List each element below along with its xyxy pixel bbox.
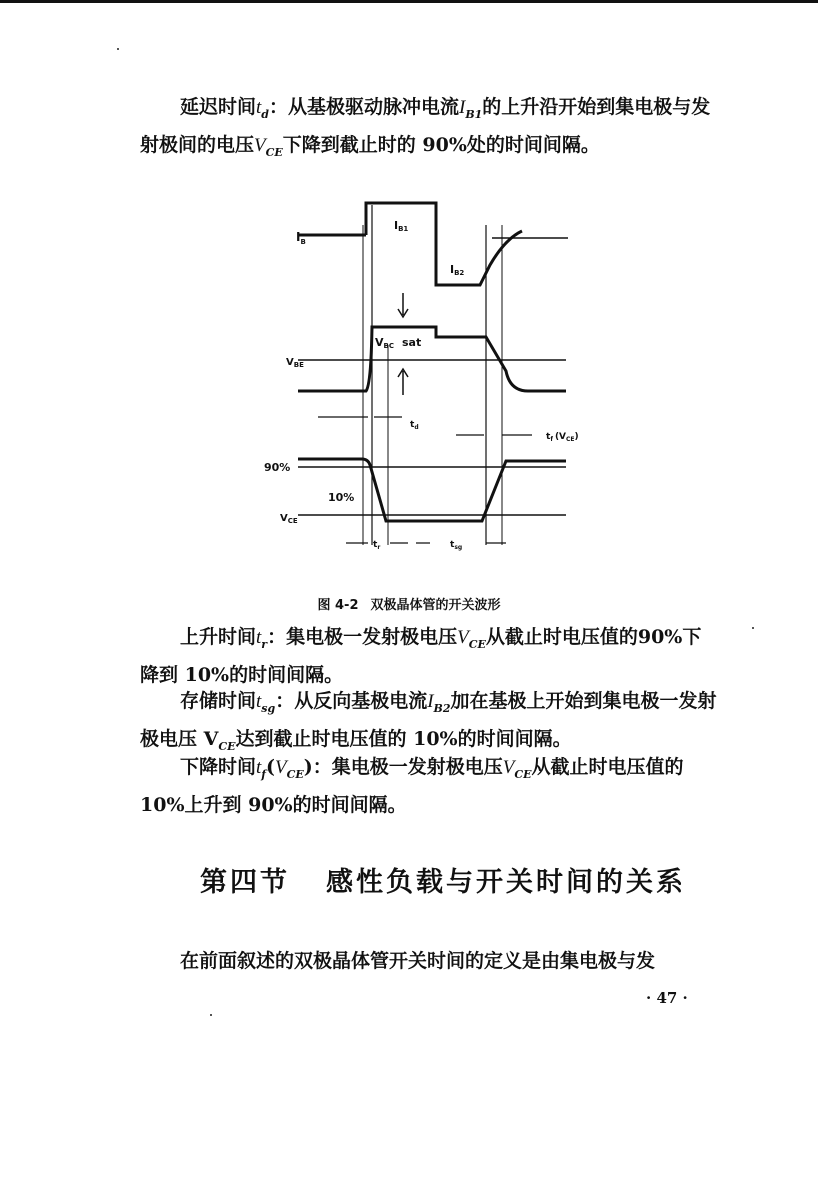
paragraph-fall-time: 下降时间$t_f(V_{CE})$：集电极一发射极电压$V_{CE}$从截止时电压值的 10%上升到 90%的时间间隔。 (140, 756, 684, 816)
td-label: $t_d$ (410, 420, 419, 431)
paragraph-intro: 在前面叙述的双极晶体管开关时间的定义是由集电极与发 (180, 950, 656, 972)
ninety-percent-label: 90% (264, 461, 291, 474)
switching-waveform-figure (264, 195, 600, 555)
section-heading: 第四节 感性负载与开关时间的关系 (200, 867, 686, 898)
scan-speck (210, 1014, 212, 1016)
tf-vce-label: $t_f$ $(V_{CE})$ (546, 432, 579, 443)
vbc-sat-label: VBC sat (375, 336, 422, 350)
vce-label: $V_{CE}$ (280, 513, 298, 525)
paragraph-delay-time: 延迟时间$t_d$：从基极驱动脉冲电流$I_{B1}$的上升沿开始到集电极与发射极间的电压$V_{CE}$下降到截止时的 90%处的时间间隔。 (140, 96, 711, 159)
scan-speck (752, 627, 754, 629)
paragraph-rise-time: 上升时间$t_r$：集电极一发射极电压$V_{CE}$从截止时电压值的90%下降到 10%的时间间隔。 (140, 626, 702, 686)
paragraph-storage-time: 存储时间$t_{sg}$：从反向基极电流$I_{B2}$加在基极上开始到集电极一发射极电压 $V_{CE}$达到截止时电压值的 10%的时间间隔。 (140, 690, 717, 753)
ib2-label: IB2 (450, 263, 465, 277)
ib-label: $I_B$ (296, 230, 306, 246)
vbe-label: $V_{BE}$ (286, 357, 304, 369)
scan-speck (117, 48, 119, 50)
ten-percent-label: 10% (328, 491, 355, 504)
vbe-waveform (298, 327, 566, 391)
tr-label: $t_r$ (373, 540, 381, 551)
page-number: · 47 · (646, 989, 688, 1007)
ts-label: $t_{sg}$ (450, 540, 463, 551)
arrow-up-vbc (398, 369, 408, 395)
vce-waveform (298, 459, 566, 521)
arrow-down-vbc (398, 293, 408, 317)
ib-pulse (366, 203, 522, 285)
ib1-label: IB1 (394, 219, 409, 233)
top-border (0, 0, 818, 3)
figure-caption: 图 4-2 双极晶体管的开关波形 (317, 598, 501, 613)
